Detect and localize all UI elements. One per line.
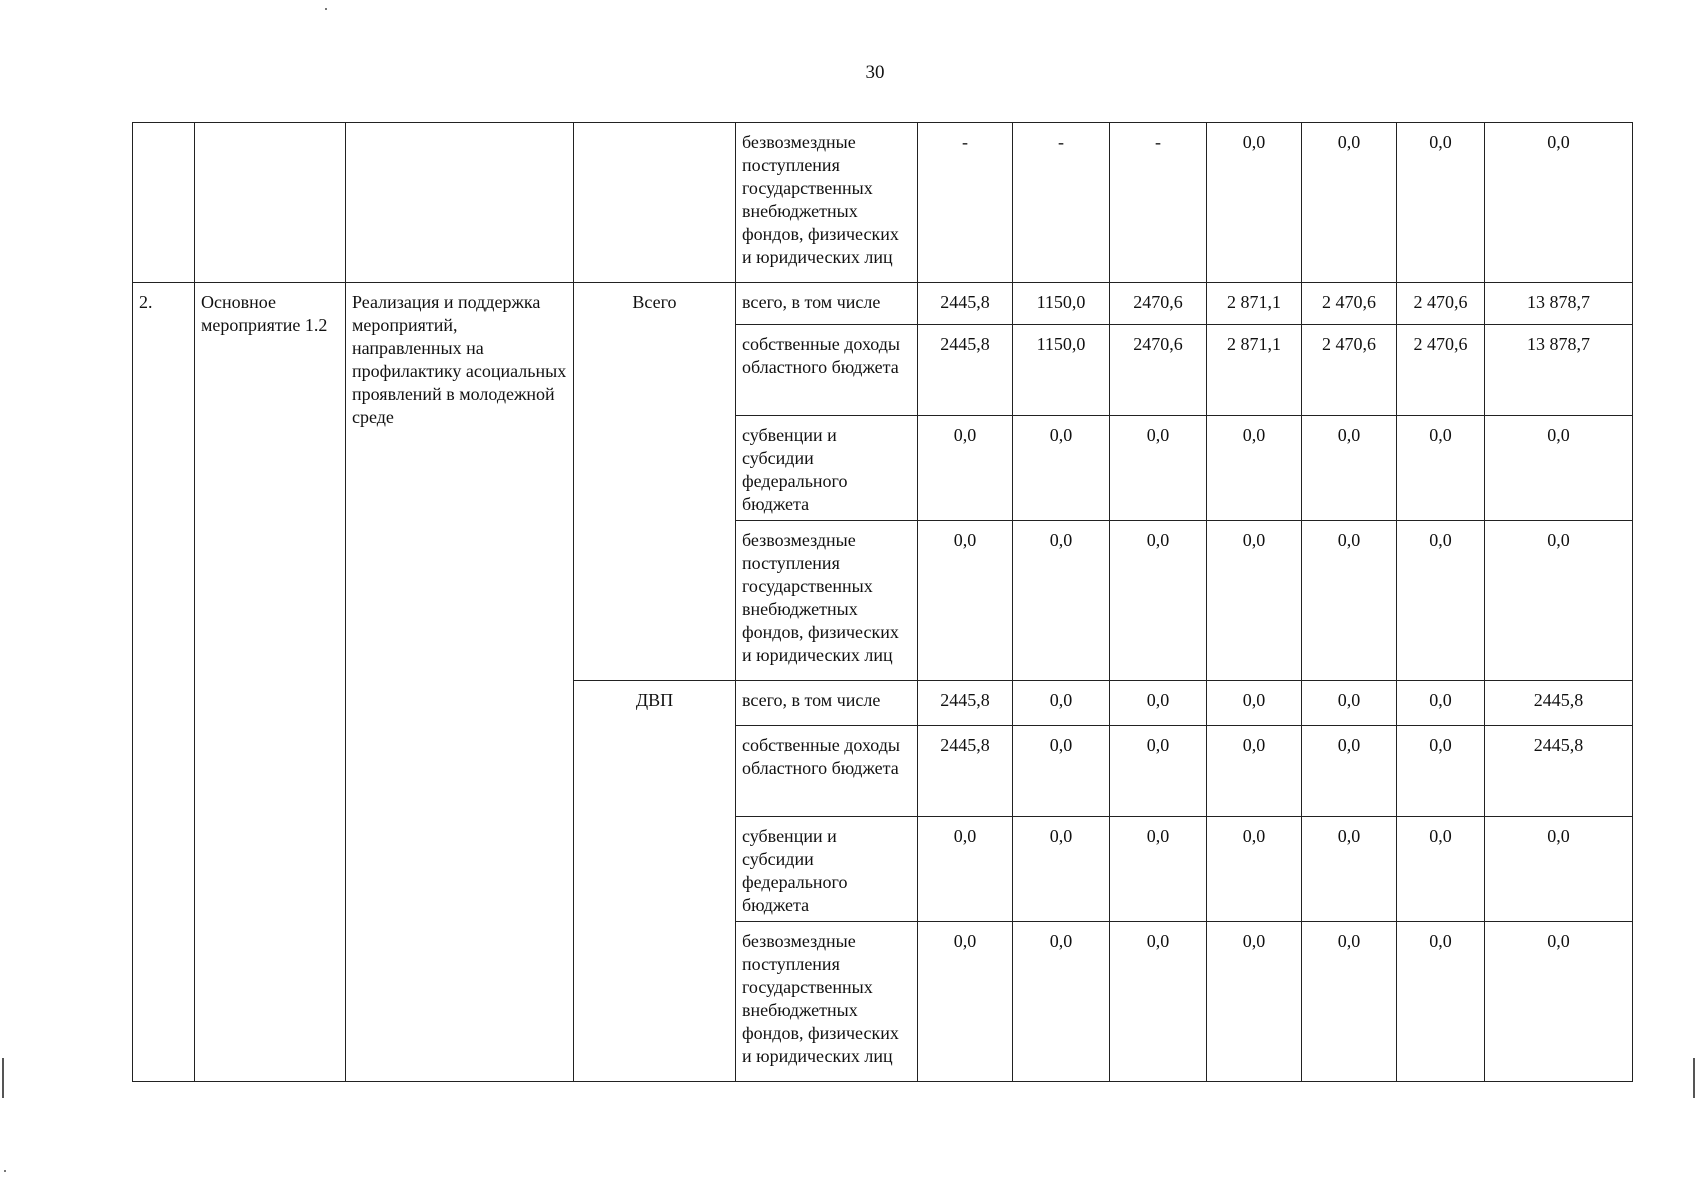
- value-cell: 2 871,1: [1207, 283, 1302, 325]
- scan-mark-left: [2, 1058, 4, 1098]
- value-cell: 0,0: [1207, 123, 1302, 283]
- value-cell: 0,0: [1110, 922, 1207, 1082]
- value-cell: 0,0: [1013, 681, 1110, 726]
- value-cell: 2 470,6: [1397, 325, 1485, 416]
- value-cell: -: [1013, 123, 1110, 283]
- value-cell: 0,0: [1302, 416, 1397, 521]
- value-cell: 0,0: [1397, 521, 1485, 681]
- value-cell: 0,0: [1013, 922, 1110, 1082]
- value-cell: 0,0: [918, 416, 1013, 521]
- value-cell: 2445,8: [918, 325, 1013, 416]
- table-row: [133, 123, 1633, 283]
- value-cell: 0,0: [1207, 416, 1302, 521]
- funding-source: безвозмездные поступления государственных внебюджетных фондов, физических и юридических лиц: [736, 922, 918, 1082]
- funding-source: собственные доходы областного бюджета: [736, 325, 918, 416]
- value-cell: 0,0: [1397, 922, 1485, 1082]
- value-cell: 0,0: [1485, 521, 1633, 681]
- value-cell: 2 470,6: [1397, 283, 1485, 325]
- value-cell: 0,0: [1302, 922, 1397, 1082]
- value-cell: 0,0: [1397, 681, 1485, 726]
- value-cell: 0,0: [1207, 681, 1302, 726]
- value-cell: 0,0: [1110, 681, 1207, 726]
- value-cell: 2445,8: [918, 681, 1013, 726]
- value-cell: 2445,8: [1485, 726, 1633, 817]
- executor-total: Всего: [574, 283, 736, 681]
- scan-speck: [4, 1170, 6, 1172]
- value-cell: 0,0: [1397, 726, 1485, 817]
- value-cell: 2445,8: [918, 283, 1013, 325]
- value-cell: 0,0: [1207, 726, 1302, 817]
- funding-source: субвенции и субсидии федерального бюджета: [736, 416, 918, 521]
- value-cell: 0,0: [1302, 521, 1397, 681]
- item-description: Реализация и поддержка мероприятий, направленных на профилактику асоциальных проявлений в молодежной среде: [346, 283, 574, 1082]
- value-cell: 0,0: [1110, 817, 1207, 922]
- value-cell: 1150,0: [1013, 283, 1110, 325]
- value-cell: 0,0: [1485, 922, 1633, 1082]
- value-cell: 2470,6: [1110, 325, 1207, 416]
- value-cell: 0,0: [1302, 681, 1397, 726]
- value-cell: 0,0: [1207, 817, 1302, 922]
- value-cell: 0,0: [1110, 416, 1207, 521]
- table-row: [133, 283, 1633, 325]
- num-cell: [133, 123, 195, 283]
- value-cell: 1150,0: [1013, 325, 1110, 416]
- funding-source: собственные доходы областного бюджета: [736, 726, 918, 817]
- budget-table: [132, 122, 1633, 1082]
- value-cell: 2445,8: [918, 726, 1013, 817]
- value-cell: 0,0: [1013, 817, 1110, 922]
- value-cell: 0,0: [1397, 817, 1485, 922]
- value-cell: -: [1110, 123, 1207, 283]
- scan-mark-right: [1693, 1058, 1695, 1098]
- value-cell: 0,0: [1302, 817, 1397, 922]
- value-cell: 0,0: [918, 817, 1013, 922]
- funding-source: субвенции и субсидии федерального бюджета: [736, 817, 918, 922]
- value-cell: 0,0: [1207, 922, 1302, 1082]
- funding-source: всего, в том числе: [736, 283, 918, 325]
- value-cell: -: [918, 123, 1013, 283]
- value-cell: 2470,6: [1110, 283, 1207, 325]
- value-cell: 0,0: [1485, 817, 1633, 922]
- description-cell: [346, 123, 574, 283]
- value-cell: 0,0: [1110, 726, 1207, 817]
- funding-source: безвозмездные поступления государственных внебюджетных фондов, физических и юридических лиц: [736, 521, 918, 681]
- value-cell: 0,0: [1302, 726, 1397, 817]
- value-cell: 2 470,6: [1302, 325, 1397, 416]
- value-cell: 2445,8: [1485, 681, 1633, 726]
- value-cell: 0,0: [1013, 521, 1110, 681]
- value-cell: 13 878,7: [1485, 325, 1633, 416]
- value-cell: 0,0: [1485, 416, 1633, 521]
- executor-cell: [574, 123, 736, 283]
- value-cell: 0,0: [1397, 123, 1485, 283]
- value-cell: 2 470,6: [1302, 283, 1397, 325]
- name-cell: [195, 123, 346, 283]
- scan-speck: [325, 8, 327, 10]
- value-cell: 0,0: [918, 922, 1013, 1082]
- value-cell: 0,0: [1013, 416, 1110, 521]
- value-cell: 0,0: [1302, 123, 1397, 283]
- funding-source: безвозмездные поступления государственных внебюджетных фондов, физических и юридических лиц: [736, 123, 918, 283]
- funding-source: всего, в том числе: [736, 681, 918, 726]
- executor-dvp: ДВП: [574, 681, 736, 1082]
- value-cell: 0,0: [1397, 416, 1485, 521]
- value-cell: 0,0: [1110, 521, 1207, 681]
- page-number: 30: [865, 62, 885, 83]
- value-cell: 0,0: [1207, 521, 1302, 681]
- item-name: Основное мероприятие 1.2: [195, 283, 346, 1082]
- item-number: 2.: [133, 283, 195, 1082]
- value-cell: 2 871,1: [1207, 325, 1302, 416]
- value-cell: 0,0: [918, 521, 1013, 681]
- value-cell: 13 878,7: [1485, 283, 1633, 325]
- value-cell: 0,0: [1013, 726, 1110, 817]
- value-cell: 0,0: [1485, 123, 1633, 283]
